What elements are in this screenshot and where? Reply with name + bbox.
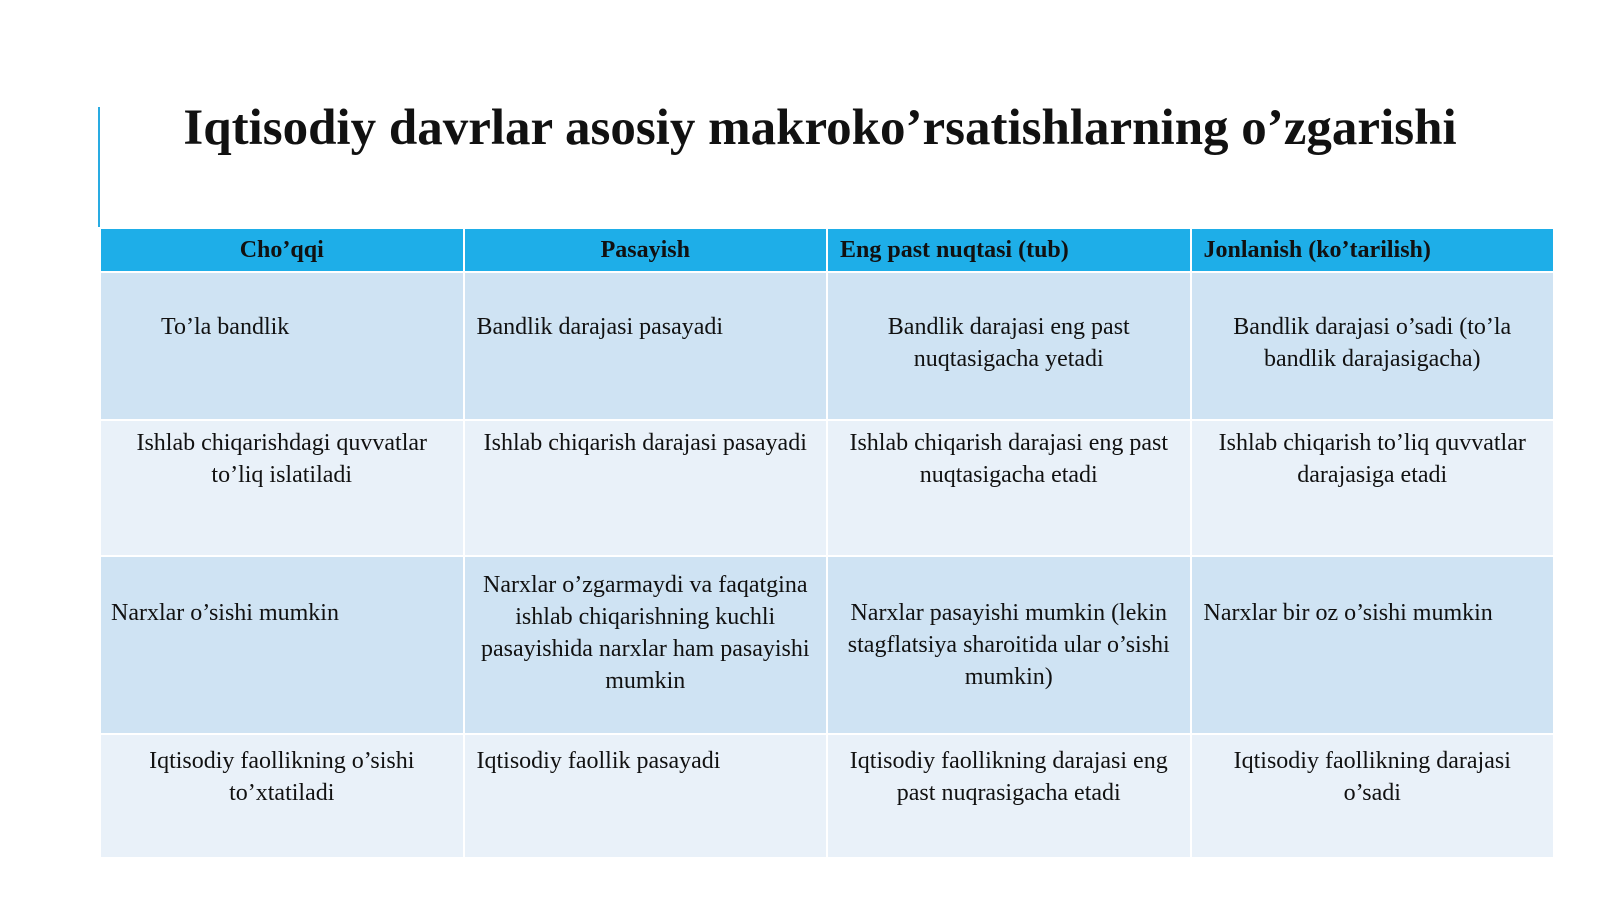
table-cell: Bandlik darajasi eng past nuqtasigacha yetadi [827,272,1191,420]
macro-indicators-table [99,227,1555,859]
table-cell: Iqtisodiy faollikning o’sishi to’xtatiladi [100,734,464,858]
table-cell: Narxlar o’zgarmaydi va faqatgina ishlab chiqarishning kuchli pasayishida narxlar ham pasayishi mumkin [464,556,828,734]
table-cell: Narxlar bir oz o’sishi mumkin [1191,556,1555,734]
header-trough: Eng past nuqtasi (tub) [827,228,1191,272]
table-cell: Ishlab chiqarish darajasi eng past nuqtasigacha etadi [827,420,1191,556]
table-cell: Iqtisodiy faollikning darajasi o’sadi [1191,734,1555,858]
table-cell: Narxlar pasayishi mumkin (lekin stagflatsiya sharoitida ular o’sishi mumkin) [827,556,1191,734]
table-cell: To’la bandlik [100,272,464,420]
table-row [100,734,1554,858]
table-cell: Iqtisodiy faollikning darajasi eng past nuqrasigacha etadi [827,734,1191,858]
table-cell: Ishlab chiqarishdagi quvvatlar to’liq islatiladi [100,420,464,556]
table-row [100,420,1554,556]
slide-title: Iqtisodiy davrlar asosiy makroko’rsatishlarning o’zgarishi [183,100,1457,156]
title-accent-line [98,107,100,227]
table-header-row [100,228,1554,272]
table-cell: Bandlik darajasi o’sadi (to’la bandlik darajasigacha) [1191,272,1555,420]
header-recovery: Jonlanish (ko’tarilish) [1191,228,1555,272]
table-cell: Narxlar o’sishi mumkin [100,556,464,734]
table-cell: Bandlik darajasi pasayadi [464,272,828,420]
table-cell: Ishlab chiqarish to’liq quvvatlar darajasiga etadi [1191,420,1555,556]
header-peak: Cho’qqi [100,228,464,272]
table-row [100,272,1554,420]
table-cell: Ishlab chiqarish darajasi pasayadi [464,420,828,556]
table-cell: Iqtisodiy faollik pasayadi [464,734,828,858]
header-decline: Pasayish [464,228,828,272]
table-row [100,556,1554,734]
